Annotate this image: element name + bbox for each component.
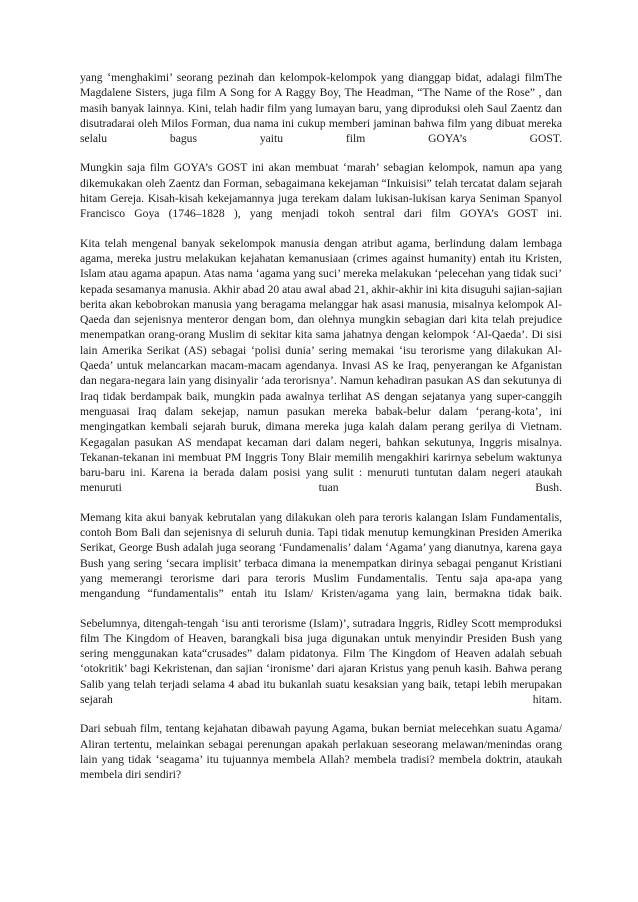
paragraph-religious-violence: Kita telah mengenal banyak sekelompok manusia dengan atribut agama, berlindung dalam lembaga agama, mereka justru melakukan kejahatan kemanusiaan (crimes against humanity) entah itu Kristen, Islam atau agama apapun. Atas nama ‘agama yang suci’ mereka melakukan ‘pelecehan yang tidak suci’ kepada sesamanya manusia. Akhir abad 20 atau awal abad 21, akhir-akhir ini kita disuguhi sajian-sajian berita akan kebobrokan manusia yang beragama melanggar hak asasi manusia, misalnya kelompok Al-Qaeda dan sejenisnya menteror dengan bom, dan olehnya mungkin sebagian dari kita telah prejudice menempatkan orang-orang Muslim di sekitar kita sama jahatnya dengan kelompok ‘Al-Qaeda’. Di sisi lain Amerika Serikat (AS) sebagai ‘polisi dunia’ sering memakai ‘isu terorisme yang dilakukan Al-Qaeda’ untuk melancarkan macam-macam agendanya. Invasi AS ke Iraq, penyerangan ke Afganistan dan negara-negara lain yang disinyalir ‘ada terorisnya’. Namun kehadiran pasukan AS dan sekutunya di Iraq tidak berdampak baik, mungkin pada awalnya terlihat AS dengan sejatanya yang super-canggih menguasai Iraq dalam sekejap, namun pasukan mereka babak-belur dalam ‘perang-kota’, ini mengingatkan kembali sejarah buruk, dimana mereka juga kalah dalam perang gerilya di Vietnam. Kegagalan pasukan AS mendapat kecaman dari dalam negeri, bahkan sekutunya, Inggris misalnya. Tekanan-tekanan ini membuat PM Inggris Tony Blair memilih mengakhiri karirnya sebelum waktunya baru-baru ini. Karena ia berada dalam posisi yang sulit : menuruti tuntutan dalam negeri ataukah menuruti tuan Bush. [80,236,562,495]
paragraph-kingdom-of-heaven: Sebelumnya, ditengah-tengah ‘isu anti terorisme (Islam)’, sutradara Inggris, Ridley Scott memproduksi film The Kingdom of Heaven, barangkali bisa juga digunakan untuk menyindir Presiden Bush yang sering menggunakan kata“crusades” dalam pidatonya. Film The Kingdom of Heaven adalah sebuah ‘otokritik’ bagi Kekristenan, dan sajian ‘ironisme’ dari ajaran Kristus yang penuh kasih. Bahwa perang Salib yang telah terjadi selama 4 abad itu bukanlah suatu kesaksian yang baik, tetapi lebih merupakan sejarah hitam. [80,616,562,706]
document-page [80,70,562,796]
paragraph-fundamentalism: Memang kita akui banyak kebrutalan yang dilakukan oleh para teroris kalangan Islam Fundamentalis, contoh Bom Bali dan sejenisnya di seluruh dunia. Tapi tidak menutup kemungkinan Presiden Amerika Serikat, George Bush adalah juga seorang ‘Fundamenalis’ dalam ‘Agama’ yang dianutnya, karena gaya Bush yang sering ‘secara implisit’ terbaca dimana ia menempatkan dirinya sebagai penganut Kristiani yang memerangi terorisme dari para teroris Muslim Fundamentalis. Tentu saja apa-apa yang mengandung “fundamentalis” entah itu Islam/ Kristen/agama yang lain, bermakna tidak baik. [80,510,562,601]
paragraph-conclusion: Dari sebuah film, tentang kejahatan dibawah payung Agama, bukan berniat melecehkan suatu Agama/ Aliran tertentu, melainkan sebagai perenungan apakah perlakuan seseorang melawan/menindas orang lain yang tidak ‘seagama’ itu tujuannya membela Allah? membela tradisi? membela doktrin, ataukah membela diri sendiri? [80,722,562,782]
paragraph-goyas-gost: Mungkin saja film GOYA’s GOST ini akan membuat ‘marah’ sebagian kelompok, namun apa yang dikemukakan oleh Zaentz dan Forman, sebagaimana kekejaman “Inkuisisi” telah tercatat dalam sejarah hitam Gereja. Kisah-kisah kekejamannya juga terekam dalam lukisan-lukisan karya Seniman Spanyol Francisco Goya (1746–1828 ), yang menjadi tokoh sentral dari film GOYA’s GOST ini. [80,161,562,221]
paragraph-film-list: yang ‘menghakimi’ seorang pezinah dan kelompok-kelompok yang dianggap bidat, adalagi filmThe Magdalene Sisters, juga film A Song for A Raggy Boy, The Headman, “The Name of the Rose” , dan masih banyak lainnya. Kini, telah hadir film yang lumayan baru, yang diproduksi oleh Saul Zaentz dan disutradarai oleh Milos Forman, dua nama ini cukup memberi jaminan bahwa film yang dibuat mereka selalu bagus yaitu film GOYA’s GOST. [80,71,562,146]
